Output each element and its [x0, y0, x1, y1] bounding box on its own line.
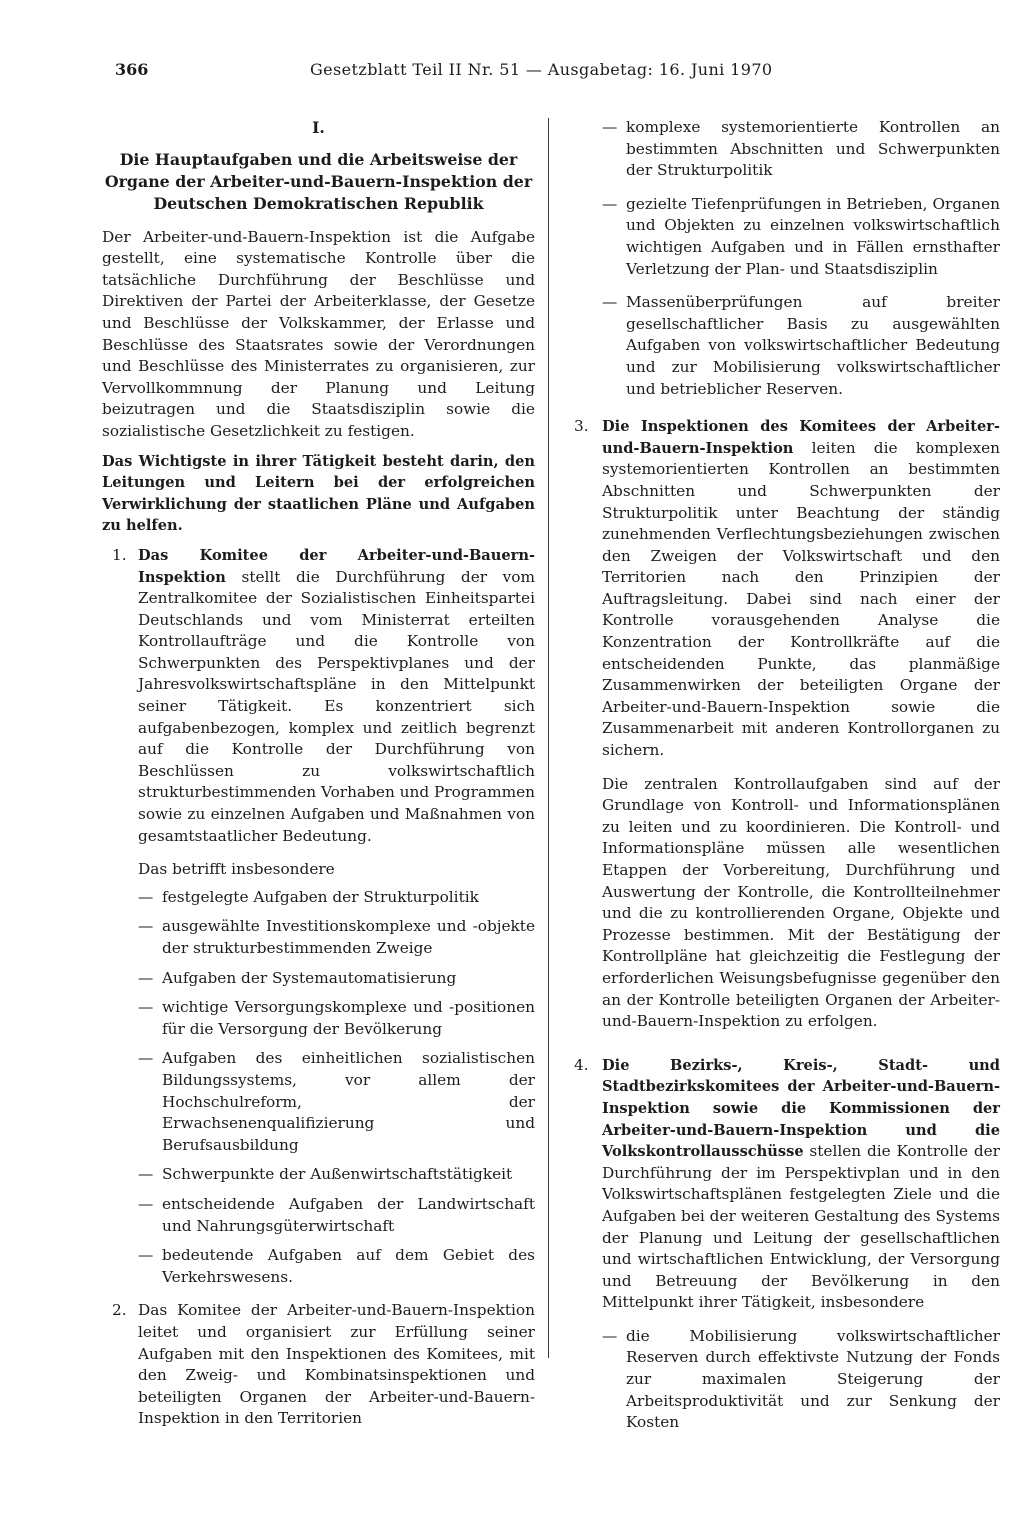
emphasis-paragraph: Das Wichtigste in ihrer Tätigkeit besteht darin, den Leitungen und Leitern bei der erfolgreichen Verwirklichung der staatlichen Pläne und Aufgaben zu helfen. [102, 452, 535, 535]
list-item [102, 1048, 535, 1156]
list-item-text: bedeutende Aufgaben auf dem Gebiet des Verkehrswesens. [162, 1246, 535, 1286]
list-item [102, 1245, 535, 1288]
item-number: 1. [112, 545, 127, 564]
page-number: 366 [115, 60, 149, 79]
dash-marker: — [138, 1194, 154, 1213]
item-number: 3. [574, 417, 589, 436]
list-item [102, 968, 535, 990]
list-item-text: ausgewählte Investitionskomplexe und -objekte der strukturbestimmenden Zweige [162, 917, 535, 957]
dash-marker: — [138, 1049, 154, 1068]
list-item-text: gezielte Tiefenprüfungen in Betrieben, Organen und Objekten zu einzelnen volkswirtschaftlich wichtigen Aufgaben und in Fällen ernsthafter Verletzung der Plan- und Staatsdisziplin [626, 194, 1000, 278]
dash-marker: — [138, 887, 154, 906]
list-item [574, 117, 1000, 182]
item-lead: Die Bezirks-, Kreis-, Stadt- und Stadtbezirkskomitees der Arbeiter-und-Bauern-Inspektion sowie die Kommissionen der Arbeiter-und-Bauern-Inspektion und die Volkskontrollausschüsse [602, 1056, 1000, 1161]
item3-paragraph-2: Die zentralen Kontrollaufgaben sind auf der Grundlage von Kontroll- und Informationsplänen zu leiten und zu koordinieren. Die Kontroll- und Informationspläne müssen alle wesentlichen Etappen der Vorbereitung, Durchführung und Auswertung der Kontrolle, die Kontrollteilnehmer und die zu kontrollierenden Organe, Objekte und Prozesse bestimmen. Mit der Bestätigung der Kontrollpläne hat gleichzeitig die Festlegung der erforderlichen Weisungsbefugnisse gegenüber den an der Kontrolle beteiligten Organen der Arbeiter-und-Bauern-Inspektion zu erfolgen. [602, 774, 1000, 1031]
item-text: stellen die Kontrolle der Durchführung der im Perspektivplan und in den Volkswirtschaftsplänen festgelegten Ziele und die Aufgaben bei der weiteren Gestaltung des Systems der Planung und Leitung der gesellschaftlichen und wirtschaftlichen Entwicklung, der Versorgung und Betreuung der Bevölkerung in den Mittelpunkt ihrer Tätigkeit, insbesondere [602, 1142, 1000, 1312]
item-text: stellt die Durchführung der vom Zentralkomitee der Sozialistischen Einheitspartei Deutschlands und vom Ministerrat erteilten Kontrollaufträge und die Kontrolle von Schwerpunkten des Perspektivplanes und der Jahresvolkswirtschaftspläne in den Mittelpunkt seiner Tätigkeit. Es konzentriert sich aufgabenbezogen, komplex und zeitlich begrenzt auf die Kontrolle der Durchführung von Beschlüssen zu volkswirtschaftlich strukturbestimmenden Vorhaben und Programmen sowie zu einzelnen Aufgaben und Maßnahmen von gesamtstaatlicher Bedeutung. [138, 567, 535, 845]
item-lead: Das Komitee der Arbeiter-und-Bauern-Inspektion [138, 546, 535, 586]
list-item [102, 1164, 535, 1186]
right-column [574, 117, 1000, 1446]
item-text: leiten die komplexen systemorientierten Kontrollen an bestimmten Abschnitten und Schwerpunkten der Strukturpolitik unter Beachtung der ständig zunehmenden Verflechtungsbeziehungen zwischen den Zweigen der Volkswirtschaft und den Territorien nach den Prinzipien der Auftragsleitung. Dabei sind nach einer der Kontrolle vorausgehenden Analyse die Konzentration der Kontrollkräfte auf die entscheidenden Punkte, das planmäßige Zusammenwirken der beteiligten Organe der Arbeiter-und-Bauern-Inspektion sowie die Zusammenarbeit mit anderen Kontrollorganen zu sichern. [602, 438, 1000, 760]
list-item-text: komplexe systemorientierte Kontrollen an bestimmten Abschnitten und Schwerpunkten der Strukturpolitik [626, 118, 1000, 180]
section-roman-numeral: I. [312, 118, 325, 137]
list-item [574, 1326, 1000, 1434]
numbered-item-3 [574, 416, 1000, 762]
page-header [115, 60, 950, 86]
numbered-item-1 [102, 545, 535, 847]
dash-marker: — [138, 968, 154, 987]
list-item [102, 1194, 535, 1237]
list-item-text: die Mobilisierung volkswirtschaftlicher Reserven durch effektivste Nutzung der Fonds zur maximalen Steigerung der Arbeitsproduktivität und zur Senkung der Kosten [626, 1326, 1000, 1432]
dash-marker: — [602, 293, 618, 312]
left-column [102, 117, 535, 1442]
numbered-item-2 [102, 1300, 535, 1430]
list-item [102, 997, 535, 1040]
list-item-text: Aufgaben der Systemautomatisierung [162, 968, 457, 987]
numbered-item-4 [574, 1055, 1000, 1314]
list-item [102, 916, 535, 959]
list-item-text: wichtige Versorgungskomplexe und -positionen für die Versorgung der Bevölkerung [162, 998, 535, 1038]
item-text: Das Komitee der Arbeiter-und-Bauern-Inspektion leitet und organisiert zur Erfüllung seiner Aufgaben mit den Inspektionen des Komitees, mit den Zweig- und Kombinatsinspektionen und beteiligten Organen der Arbeiter-und-Bauern-Inspektion in den Territorien [138, 1301, 535, 1428]
list-item [102, 887, 535, 909]
list-item [574, 194, 1000, 280]
column-divider [548, 118, 549, 1358]
section-heading: Die Hauptaufgaben und die Arbeitsweise der Organe der Arbeiter-und-Bauern-Inspektion der Deutschen Demokratischen Republik [104, 149, 533, 213]
dash-marker: — [138, 1246, 154, 1265]
list-item-text: Schwerpunkte der Außenwirtschaftstätigkeit [162, 1165, 513, 1184]
dash-marker: — [138, 998, 154, 1017]
list-item-text: Massenüberprüfungen auf breiter gesellschaftlicher Basis zu ausgewählten Aufgaben von volkswirtschaftlicher Bedeutung und zur Mobilisierung volkswirtschaftlicher und betrieblicher Reserven. [626, 293, 1000, 398]
dash-marker: — [602, 118, 618, 136]
list-item-text: festgelegte Aufgaben der Strukturpolitik [162, 887, 479, 906]
item-number: 4. [574, 1055, 589, 1074]
item-number: 2. [112, 1301, 127, 1320]
list-item-text: Aufgaben des einheitlichen sozialistischen Bildungssystems, vor allem der Hochschulreform, der Erwachsenenqualifizierung und Berufsausbildung [162, 1049, 535, 1154]
dash-marker: — [138, 1165, 154, 1184]
list-item-text: entscheidende Aufgaben der Landwirtschaft und Nahrungsgüterwirtschaft [162, 1194, 535, 1235]
header-title: Gesetzblatt Teil II Nr. 51 — Ausgabetag: 16. Juni 1970 [310, 60, 773, 79]
item1-dash-list [102, 887, 535, 1289]
list-intro: Das betrifft insbesondere [138, 860, 335, 879]
dash-marker: — [602, 194, 618, 213]
intro-paragraph: Der Arbeiter-und-Bauern-Inspektion ist die Aufgabe gestellt, eine systematische Kontrolle über die tatsächliche Durchführung der Beschlüsse und Direktiven der Partei der Arbeiterklasse, der Gesetze und Beschlüsse der Volkskammer, der Erlasse und Beschlüsse des Staatsrates sowie der Verordnungen und Beschlüsse des Ministerrates zu organisieren, zur Vervollkommnung der Planung und Leitung beizutragen und die Staatsdisziplin sowie die sozialistische Gesetzlichkeit zu festigen. [102, 227, 535, 440]
list-item [574, 292, 1000, 400]
dash-marker: — [138, 917, 154, 936]
continued-dash-list [574, 117, 1000, 400]
item4-dash-list [574, 1326, 1000, 1434]
dash-marker: — [602, 1326, 618, 1345]
item-lead: Die Inspektionen des Komitees der Arbeiter-und-Bauern-Inspektion [602, 418, 1000, 457]
